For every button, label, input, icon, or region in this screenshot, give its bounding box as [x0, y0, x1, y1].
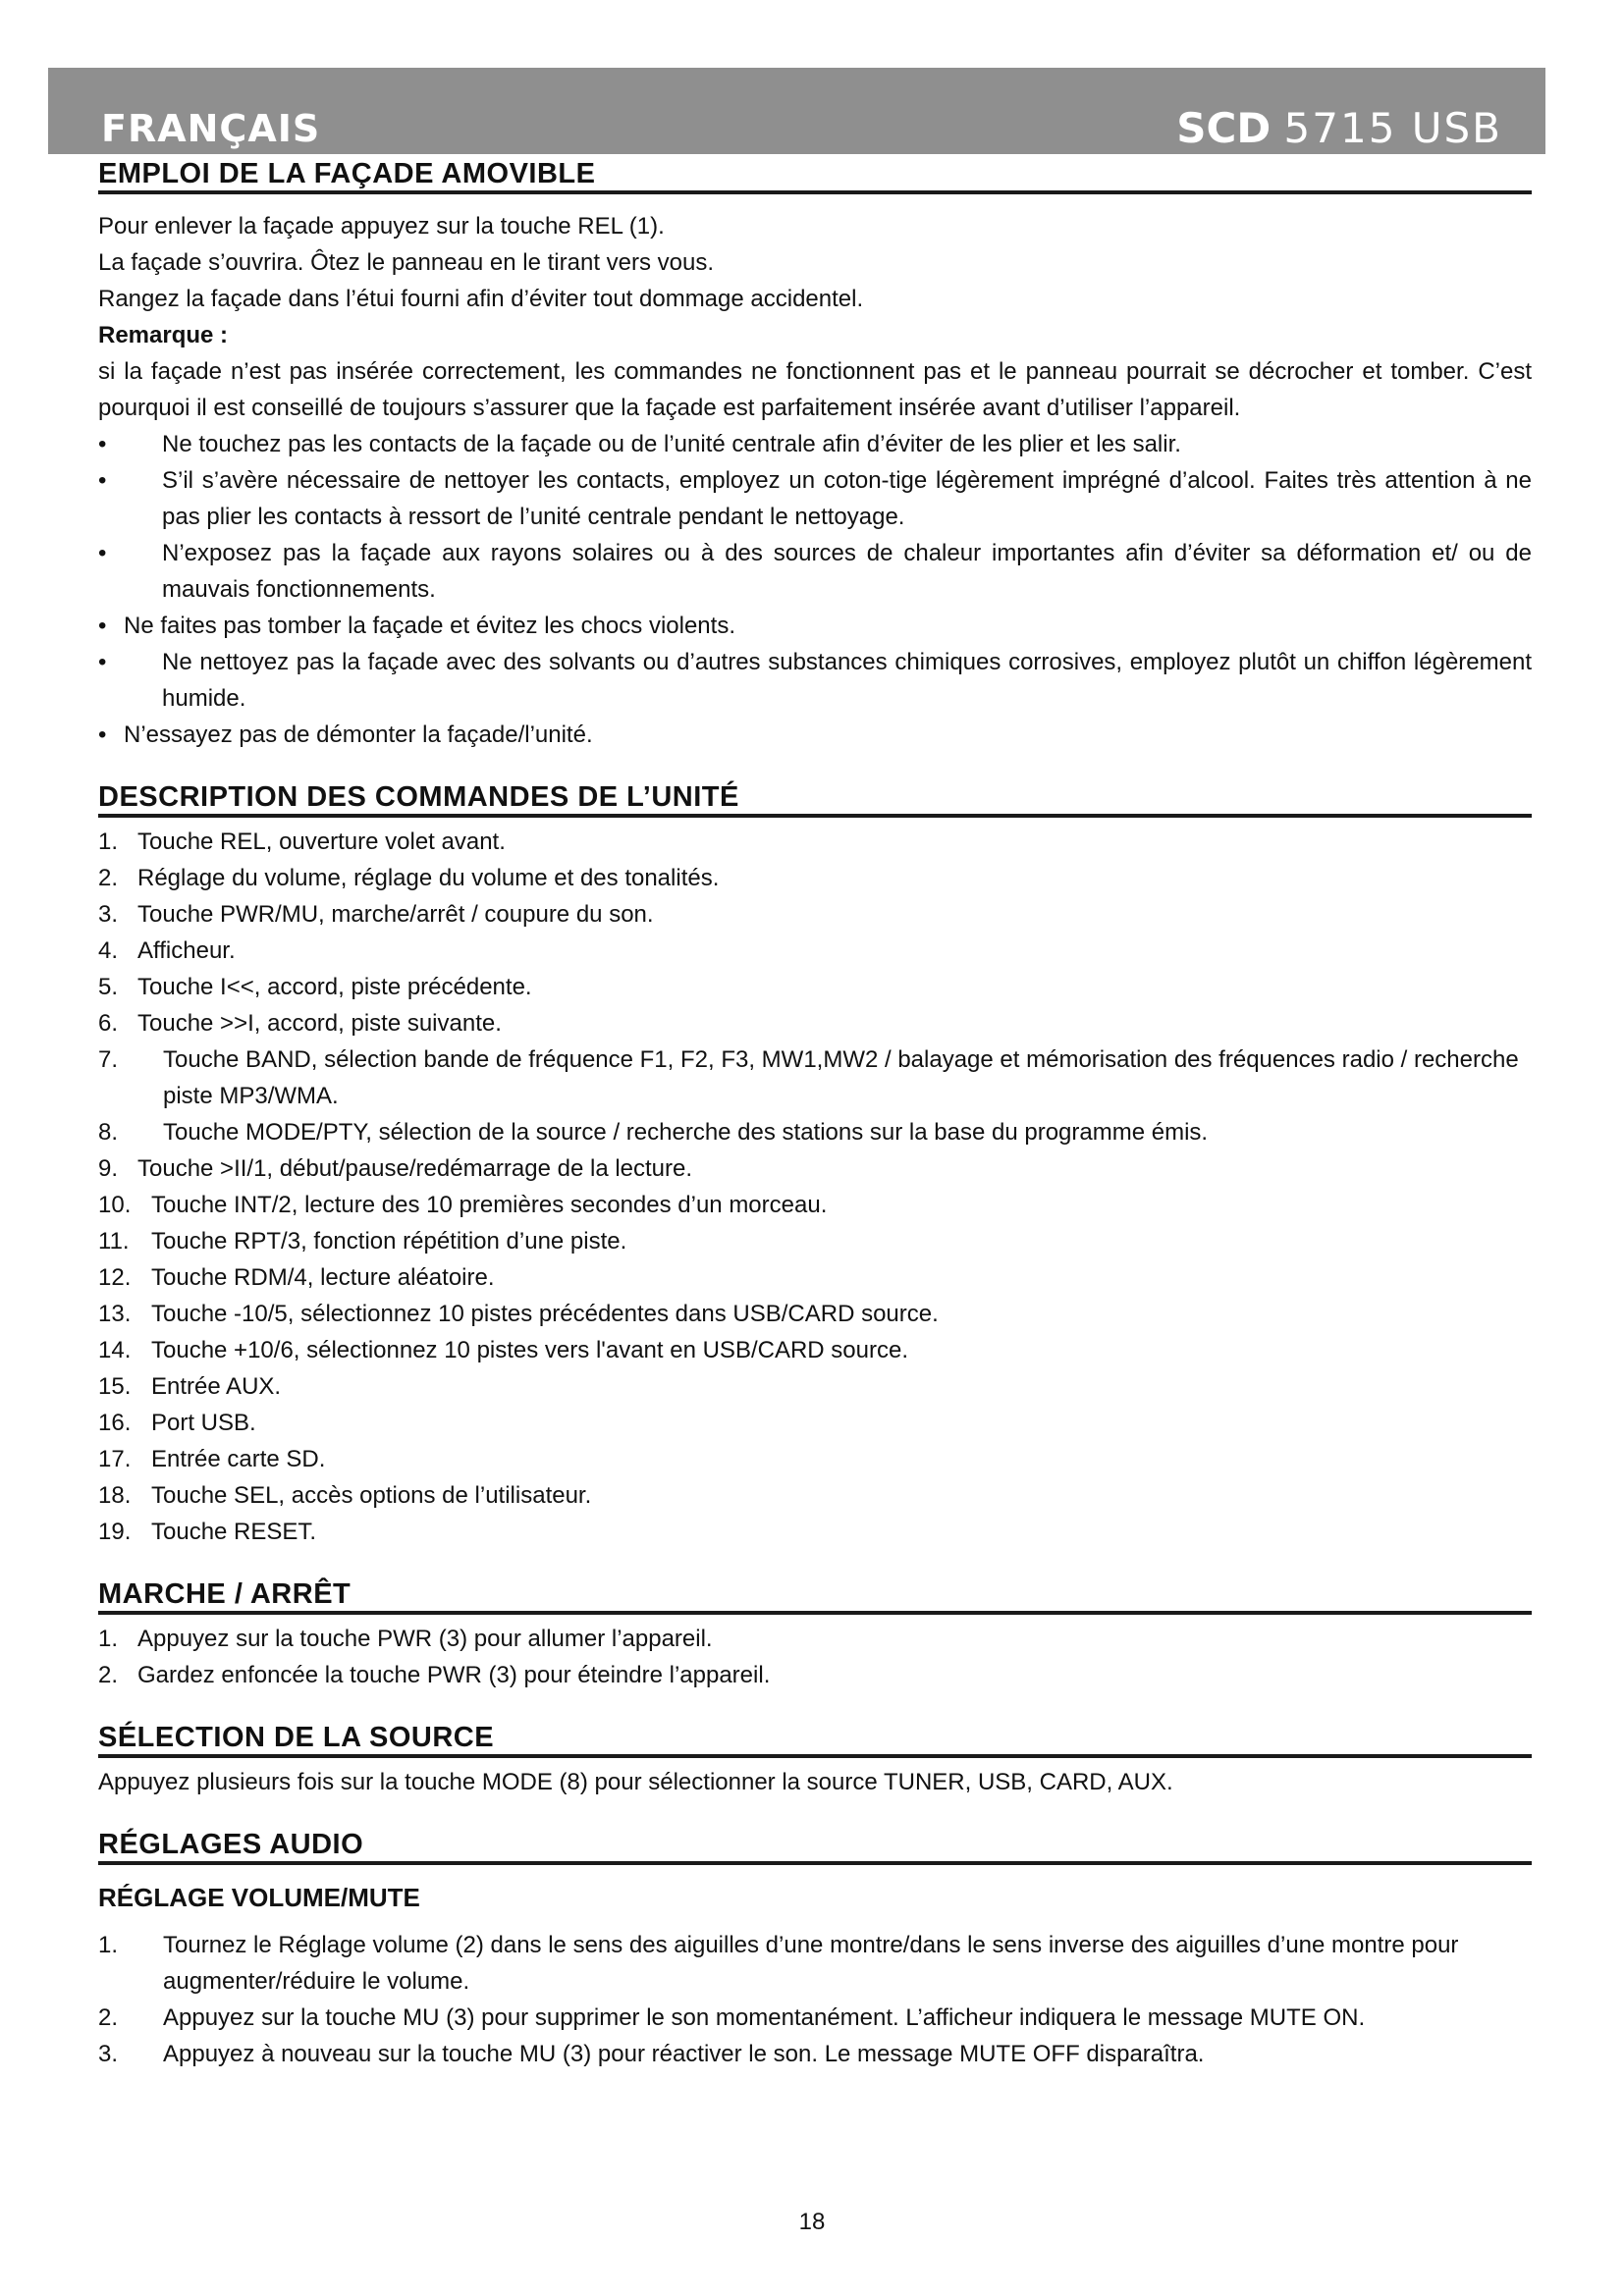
list-item: 16. Port USB. — [98, 1410, 256, 1436]
page-content — [98, 157, 1532, 2072]
remark-label: Remarque : — [98, 322, 229, 348]
list-item: • Ne nettoyez pas la façade avec des solvants ou d’autres substances chimiques corrosives, employez plutôt un chiffon légèrement humide. — [98, 644, 1532, 717]
list-item: 18. Touche SEL, accès options de l’utilisateur. — [98, 1482, 592, 1509]
list-item: 7. Touche BAND, sélection bande de fréquence F1, F2, F3, MW1,MW2 / balayage et mémorisation des fréquences radio / recherche piste MP3/WMA. — [98, 1046, 1519, 1109]
list-item: 6. Touche >>I, accord, piste suivante. — [98, 1010, 502, 1037]
list-item: • Ne faites pas tomber la façade et évitez les chocs violents. — [98, 608, 1532, 644]
model-number: 5715 USB — [1283, 104, 1502, 152]
remark-text: si la façade n’est pas insérée correctement, les commandes ne fonctionnent pas et le panneau pourrait se décrocher et tomber. C’est pourquoi il est conseillé de toujours s’assurer que la façade est parfaitement insérée avant d’utiliser l’appareil. — [98, 358, 1532, 421]
list-item: 9. Touche >II/1, début/pause/redémarrage de la lecture. — [98, 1155, 693, 1182]
section-title-source: SÉLECTION DE LA SOURCE — [98, 1721, 1532, 1758]
list-item: 5. Touche I<<, accord, piste précédente. — [98, 974, 532, 1000]
list-item: 12. Touche RDM/4, lecture aléatoire. — [98, 1264, 495, 1291]
brand-name: SCD — [1176, 104, 1272, 152]
list-item: 15. Entrée AUX. — [98, 1373, 282, 1400]
list-item: 11. Touche RPT/3, fonction répétition d’une piste. — [98, 1228, 627, 1255]
subtitle-volume-mute: RÉGLAGE VOLUME/MUTE — [98, 1883, 420, 1912]
page-header — [48, 68, 1545, 154]
list-item: 8. Touche MODE/PTY, sélection de la source / recherche des stations sur la base du programme émis. — [98, 1119, 1209, 1146]
section-title-power: MARCHE / ARRÊT — [98, 1577, 1532, 1615]
list-item: 10. Touche INT/2, lecture des 10 premières secondes d’un morceau. — [98, 1192, 828, 1218]
controls-list — [98, 824, 1532, 1550]
model-label — [1176, 104, 1502, 152]
page-number: 18 — [798, 2209, 826, 2235]
intro-line-1: Pour enlever la façade appuyez sur la touche REL (1). — [98, 213, 665, 240]
intro-line-2: La façade s’ouvrira. Ôtez le panneau en le tirant vers vous. — [98, 249, 715, 276]
audio-list — [98, 1927, 1532, 2072]
list-item: 17. Entrée carte SD. — [98, 1446, 326, 1472]
list-item: 2. Gardez enfoncée la touche PWR (3) pour éteindre l’appareil. — [98, 1662, 771, 1688]
list-item: • Ne touchez pas les contacts de la façade ou de l’unité centrale afin d’éviter de les plier et les salir. — [98, 426, 1532, 462]
list-item: 14. Touche +10/6, sélectionnez 10 pistes vers l'avant en USB/CARD source. — [98, 1337, 908, 1363]
list-item: 3. Appuyez à nouveau sur la touche MU (3) pour réactiver le son. Le message MUTE OFF disparaîtra. — [98, 2041, 1205, 2067]
list-item: 2. Réglage du volume, réglage du volume et des tonalités. — [98, 865, 720, 891]
list-item: • S’il s’avère nécessaire de nettoyer les contacts, employez un coton-tige légèrement imprégné d’alcool. Faites très attention à ne pas plier les contacts à ressort de l’unité centrale pendant le nettoyage. — [98, 462, 1532, 535]
list-item: 1. Appuyez sur la touche PWR (3) pour allumer l’appareil. — [98, 1626, 713, 1652]
section-title-audio: RÉGLAGES AUDIO — [98, 1828, 1532, 1865]
list-item: 13. Touche -10/5, sélectionnez 10 pistes précédentes dans USB/CARD source. — [98, 1301, 939, 1327]
list-item: 19. Touche RESET. — [98, 1519, 317, 1545]
section-title-facade: EMPLOI DE LA FAÇADE AMOVIBLE — [98, 157, 1532, 194]
source-text: Appuyez plusieurs fois sur la touche MODE (8) pour sélectionner la source TUNER, USB, CARD, AUX. — [98, 1769, 1173, 1795]
list-item: • N’essayez pas de démonter la façade/l’unité. — [98, 717, 1532, 753]
section-title-controls: DESCRIPTION DES COMMANDES DE L’UNITÉ — [98, 780, 1532, 818]
language-label: FRANÇAIS — [101, 107, 321, 150]
facade-bullet-list — [98, 426, 1532, 753]
list-item: 4. Afficheur. — [98, 937, 236, 964]
list-item: 1. Tournez le Réglage volume (2) dans le sens des aiguilles d’une montre/dans le sens inverse des aiguilles d’une montre pour augmenter/réduire le volume. — [98, 1932, 1459, 1995]
list-item: • N’exposez pas la façade aux rayons solaires ou à des sources de chaleur importantes afin d’éviter sa déformation et/ ou de mauvais fonctionnements. — [98, 535, 1532, 608]
intro-line-3: Rangez la façade dans l’étui fourni afin d’éviter tout dommage accidentel. — [98, 286, 864, 312]
list-item: 1. Touche REL, ouverture volet avant. — [98, 828, 506, 855]
list-item: 3. Touche PWR/MU, marche/arrêt / coupure du son. — [98, 901, 654, 928]
power-list — [98, 1621, 1532, 1693]
list-item: 2. Appuyez sur la touche MU (3) pour supprimer le son momentanément. L’afficheur indiquera le message MUTE ON. — [98, 2004, 1366, 2031]
